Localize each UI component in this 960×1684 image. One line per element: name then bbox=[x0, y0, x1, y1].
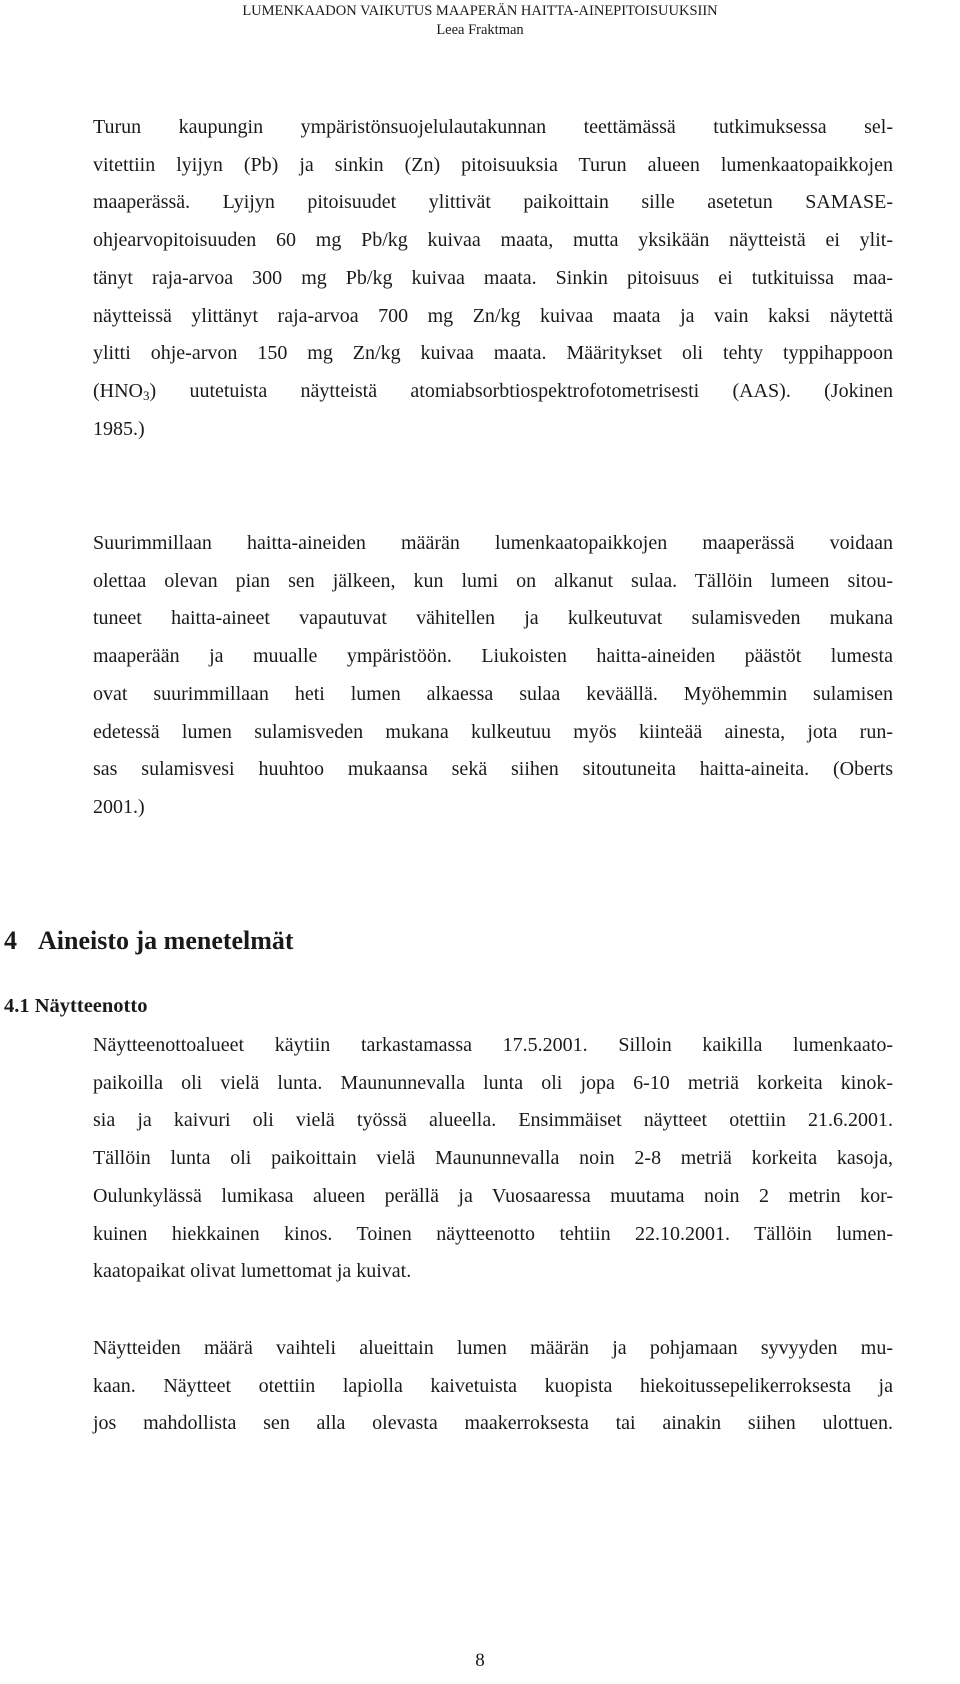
paragraph-line: jos mahdollista sen alla olevasta maakerroksesta tai ainakin siihen ulottuen. bbox=[93, 1412, 893, 1435]
paragraph-line: 1985.) bbox=[93, 417, 145, 440]
paragraph-line: kuinen hiekkainen kinos. Toinen näytteenotto tehtiin 22.10.2001. Tällöin lumen- bbox=[93, 1222, 893, 1245]
paragraph-line: vitettiin lyijyn (Pb) ja sinkin (Zn) pitoisuuksia Turun alueen lumenkaatopaikkojen bbox=[93, 153, 893, 176]
paragraph-sample-count bbox=[93, 1330, 893, 1443]
paragraph-line: kaan. Näytteet otettiin lapiolla kaivetuista kuopista hiekoitussepelikerroksesta ja bbox=[93, 1374, 893, 1397]
paragraph-line: olettaa olevan pian sen jälkeen, kun lumi on alkanut sulaa. Tällöin lumeen sitou- bbox=[93, 569, 893, 592]
header-author: Leea Fraktman bbox=[436, 22, 524, 38]
page-number: 8 bbox=[475, 1650, 485, 1671]
paragraph-line: Tällöin lunta oli paikoittain vielä Maununnevalla noin 2-8 metriä korkeita kasoja, bbox=[93, 1147, 893, 1170]
paragraph-line: sas sulamisvesi huuhtoo mukaansa sekä siihen sitoutuneita haitta-aineita. (Oberts bbox=[93, 758, 893, 781]
paragraph-line: paikoilla oli vielä lunta. Maununnevalla lunta oli jopa 6-10 metriä korkeita kinok- bbox=[93, 1071, 893, 1094]
paragraph-line: kaatopaikat olivat lumettomat ja kuivat. bbox=[93, 1260, 412, 1283]
subscript: 3 bbox=[143, 387, 150, 403]
paragraph-line: ovat suurimmillaan heti lumen alkaessa sulaa keväällä. Myöhemmin sulamisen bbox=[93, 682, 893, 705]
paragraph-line: tänyt raja-arvoa 300 mg Pb/kg kuivaa maata. Sinkin pitoisuus ei tutkituissa maa- bbox=[93, 266, 893, 289]
paragraph-line: näytteissä ylittänyt raja-arvoa 700 mg Zn/kg kuivaa maata ja vain kaksi näytettä bbox=[93, 304, 893, 327]
section-title: Aineisto ja menetelmät bbox=[38, 926, 294, 955]
chemical-formula: (HNO bbox=[93, 379, 143, 402]
formula-suffix-text: ) uutetuista näytteistä atomiabsorbtiospektrofotometrisesti (AAS). (Jokinen bbox=[149, 379, 893, 402]
subsection-heading-4-1: 4.1 Näytteenotto bbox=[4, 995, 148, 1017]
paragraph-line: tuneet haitta-aineet vapautuvat vähitellen ja kulkeutuvat sulamisveden mukana bbox=[93, 607, 893, 630]
section-heading-4 bbox=[4, 926, 294, 956]
paragraph-line: Turun kaupungin ympäristönsuojelulautakunnan teettämässä tutkimuksessa sel- bbox=[93, 116, 893, 138]
paragraph-line: Näytteiden määrä vaihteli alueittain lumen määrän ja pohjamaan syvyyden mu- bbox=[93, 1337, 893, 1359]
paragraph-line: sia ja kaivuri oli vielä työssä alueella. Ensimmäiset näytteet otettiin 21.6.2001. bbox=[93, 1109, 893, 1132]
paragraph-line: maaperässä. Lyijyn pitoisuudet ylittivät paikoittain sille asetetun SAMASE- bbox=[93, 191, 893, 214]
paragraph-line: Suurimmillaan haitta-aineiden määrän lumenkaatopaikkojen maaperässä voidaan bbox=[93, 532, 893, 554]
paragraph-lead-results bbox=[93, 109, 893, 448]
paragraph-line: ohjearvopitoisuuden 60 mg Pb/kg kuivaa maata, mutta yksikään näytteistä ei ylit- bbox=[93, 229, 893, 252]
paragraph-line: edetessä lumen sulamisveden mukana kulkeutuu myös kiinteää ainesta, jota run- bbox=[93, 720, 893, 743]
paragraph-line: Näytteenottoalueet käytiin tarkastamassa 17.5.2001. Silloin kaikilla lumenkaato- bbox=[93, 1034, 893, 1056]
paragraph-line: maaperään ja muualle ympäristöön. Liukoisten haitta-aineiden päästöt lumesta bbox=[93, 645, 893, 668]
section-number: 4 bbox=[4, 926, 17, 955]
paragraph-line: 2001.) bbox=[93, 795, 145, 818]
header-title: LUMENKAADON VAIKUTUS MAAPERÄN HAITTA-AINEPITOISUUKSIIN bbox=[242, 3, 718, 19]
paragraph-line: Oulunkylässä lumikasa alueen perällä ja Vuosaaressa muutama noin 2 metrin kor- bbox=[93, 1184, 893, 1207]
paragraph-melting bbox=[93, 525, 893, 827]
running-header bbox=[0, 2, 960, 40]
paragraph-line: ylitti ohje-arvon 150 mg Zn/kg kuivaa maata. Määritykset oli tehty typpihappoon bbox=[93, 342, 893, 365]
paragraph-sampling bbox=[93, 1027, 893, 1291]
paragraph-line-hno3 bbox=[93, 373, 893, 411]
